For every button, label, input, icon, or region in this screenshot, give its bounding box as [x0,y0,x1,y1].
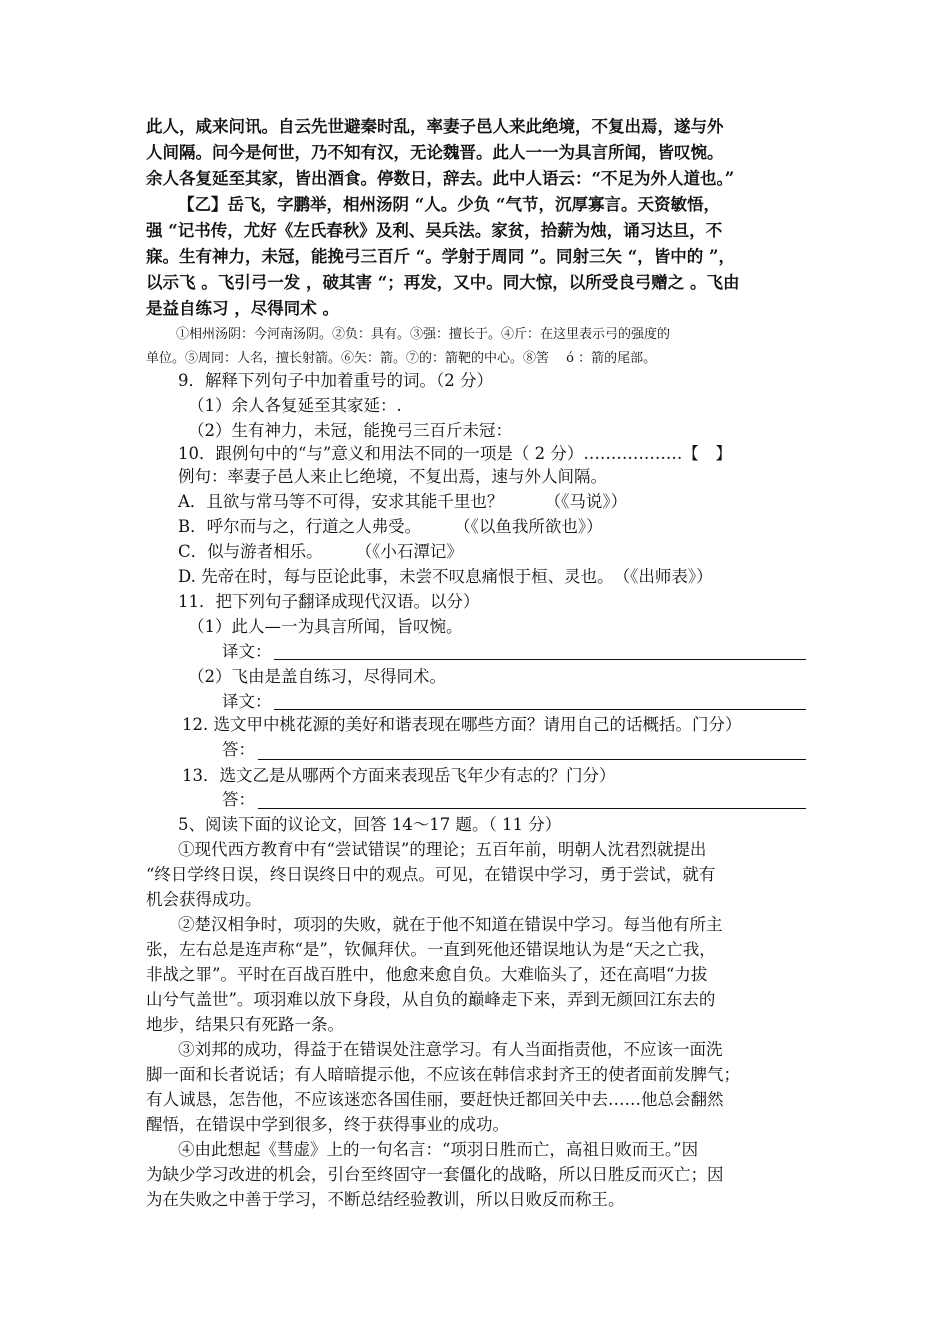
answer-line-11-2[interactable] [274,709,806,710]
question-12: 12. 选文甲中桃花源的美好和谐表现在哪些方面？请用自己的话概括。门分） [182,715,742,734]
essay-p2-line-5: 地步，结果只有死路一条。 [146,1015,344,1034]
question-9: 9．解释下列句子中加着重号的词。（2 分） [178,371,493,390]
essay-p4-line-3: 为在失败之中善于学习，不断总结经验教训，所以日败反而称王。 [146,1190,625,1209]
question-11-item-1: （1）此人—一为具言所闻，旨叹惋。 [188,617,463,636]
option-d: D. 先帝在时，每与臣论此事，未尝不叹息痛恨于桓、灵也。 （《出师表》） [178,567,713,586]
translation-label-2: 译文： [222,692,272,711]
option-c: C．似与游者相乐。 （《小石潭记》 [178,542,463,561]
essay-p2-line-3: 非战之罪”。平时在百战百胜中，他愈来愈自负。大难临头了，还在高唱“力拔 [146,965,708,984]
option-a: A．且欲与常马等不可得，安求其能千里也？ （《马说》） [178,492,628,511]
notes-line-1: ①相州汤阴：今河南汤阴。②负：具有。③强：擅长于。④斤：在这里表示弓的强度的 [176,327,671,342]
essay-p2-line-4: 山兮气盖世”。项羽难以放下身段，从自负的巅峰走下来，弄到无颜回江东去的 [146,990,716,1009]
essay-p1-line-3: 机会获得成功。 [146,890,262,909]
answer-label-13: 答： [222,790,255,809]
essay-p3-line-4: 醒悟，在错误中学到很多，终于获得事业的成功。 [146,1115,509,1134]
passage-jia-line-1: 此人，咸来问讯。自云先世避秦时乱，率妻子邑人来此绝境，不复出焉，遂与外 [146,117,724,136]
passage-yi-line-2: 强 “记书传，尤好《左氏春秋》及利、吴兵法。家贫，拾薪为烛，诵习达旦，不 [146,221,723,240]
passage-yi-line-4: 以示飞 。飞引弓一发 ，破其害 “；再发，又中。同大惊，以所受良弓赠之 。飞由 [146,273,740,292]
passage-jia-line-2: 人间隔。问今是何世，乃不知有汉，无论魏晋。此人一一为具言所闻，皆叹惋。 [146,143,724,162]
translation-label-1: 译文： [222,642,272,661]
question-9-item-1: （1）余人各复延至其家延：. [188,396,402,415]
passage-yi-line-1: 【乙】岳飞，字鹏举，相州汤阴 “人。少负 “气节，沉厚寡言。天资敏悟， [178,195,720,214]
notes-line-2: 单位。⑤周同：人名，擅长射箭。⑥矢：箭。⑦的：箭靶的中心。⑧筈 ó ：箭的尾部。 [146,351,657,366]
passage-jia-line-3: 余人各复延至其家，皆出酒食。停数日，辞去。此中人语云：“不足为外人道也。” [146,169,735,188]
essay-p1-line-1: ①现代西方教育中有“尝试错误”的理论；五百年前，明朝人沈君烈就提出 [178,840,707,859]
question-10: 10．跟例句中的“与”意义和用法不同的一项是（ 2 分）………………【 】 [178,444,732,463]
section-5-heading: 5、阅读下面的议论文，回答 14～17 题。（ 11 分） [178,815,562,834]
passage-yi-line-5: 是益自练习 ，尽得同术 。 [146,299,339,318]
question-10-example: 例句：率妻子邑人来止匕绝境，不复出焉，速与外人间隔。 [178,467,607,486]
answer-label-12: 答： [222,740,255,759]
answer-line-12[interactable] [258,759,806,760]
answer-line-11-1[interactable] [274,659,806,660]
question-13: 13．选文乙是从哪两个方面来表现岳飞年少有志的？门分） [182,766,616,785]
question-11-item-2: （2）飞由是盖自练习，尽得同术。 [188,667,446,686]
question-9-item-2: （2）生有神力，未冠，能挽弓三百斤未冠： [188,421,512,440]
essay-p1-line-2: “终日学终日误，终日误终日中的观点。可见，在错误中学习，勇于尝试，就有 [146,865,716,884]
passage-yi-line-3: 寐。生有神力，未冠，能挽弓三百斤 “。学射于周同 ”。同射三矢 “，皆中的 ”， [146,247,735,266]
essay-p3-line-3: 有人诚恳，怎告他，不应该迷恋各国佳丽，要赶快迁都回关中去……他总会翻然 [146,1090,724,1109]
question-11: 11．把下列句子翻译成现代汉语。以分） [178,592,480,611]
essay-p4-line-1: ④由此想起《彗虚》上的一句名言：“项羽日胜而亡，高祖日败而王。”因 [178,1140,699,1159]
essay-p3-line-1: ③刘邦的成功，得益于在错误处注意学习。有人当面指责他，不应该一面洗 [178,1040,723,1059]
essay-p2-line-1: ②楚汉相争时，项羽的失败，就在于他不知道在错误中学习。每当他有所主 [178,915,723,934]
essay-p3-line-2: 脚一面和长者说话；有人暗暗提示他，不应该在韩信求封齐王的使者面前发脾气； [146,1065,740,1084]
essay-p2-line-2: 张，左右总是连声称“是”，钦佩拜伏。一直到死他还错误地认为是“天之亡我， [146,940,716,959]
answer-line-13[interactable] [258,808,806,809]
essay-p4-line-2: 为缺少学习改进的机会，引台至终固守一套僵化的战略，所以日胜反而灭亡；因 [146,1165,724,1184]
option-b: B．呼尔而与之，行道之人弗受。 （《以鱼我所欲也》） [178,517,603,536]
